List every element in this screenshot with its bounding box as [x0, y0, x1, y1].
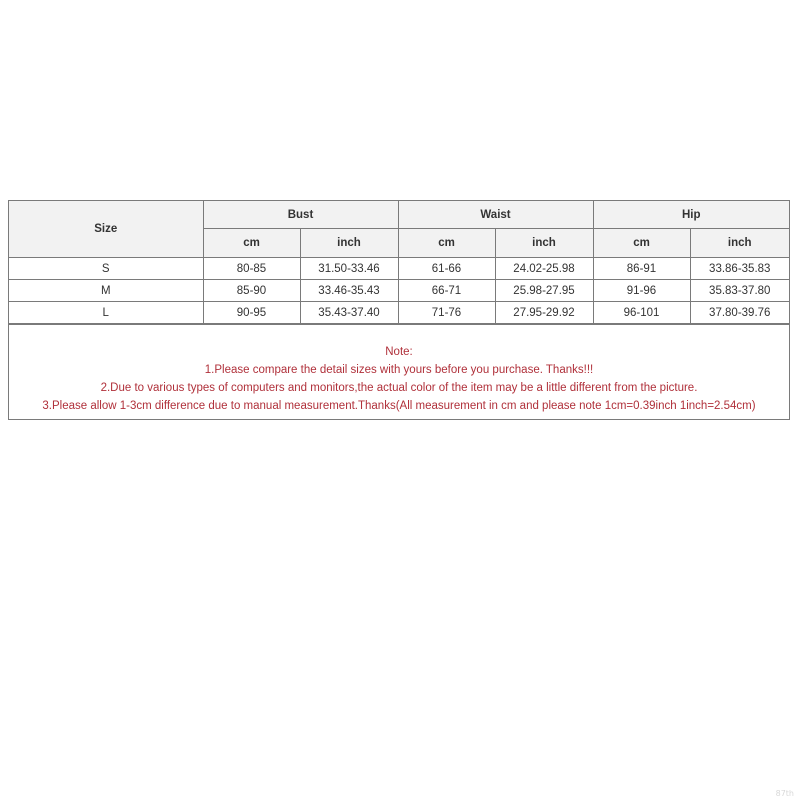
- hip-cm-header: cm: [593, 229, 690, 258]
- bust-inch-cell: 33.46-35.43: [300, 280, 398, 302]
- bust-cm-cell: 85-90: [203, 280, 300, 302]
- waist-cm-cell: 66-71: [398, 280, 495, 302]
- size-table: [9, 201, 789, 324]
- bust-inch-cell: 31.50-33.46: [300, 258, 398, 280]
- note-line: 3.Please allow 1-3cm difference due to manual measurement.Thanks(All measurement in cm and please note 1cm=0.39inch 1inch=2.54cm): [42, 400, 756, 412]
- bust-cm-header: cm: [203, 229, 300, 258]
- hip-cm-cell: 96-101: [593, 302, 690, 324]
- size-cell: L: [9, 302, 203, 324]
- waist-inch-header: inch: [495, 229, 593, 258]
- waist-cm-cell: 61-66: [398, 258, 495, 280]
- hip-inch-cell: 37.80-39.76: [690, 302, 789, 324]
- table-header-row: [9, 201, 789, 229]
- waist-cm-header: cm: [398, 229, 495, 258]
- size-chart: [8, 200, 790, 420]
- notes-title: Note:: [385, 346, 413, 358]
- waist-inch-cell: 27.95-29.92: [495, 302, 593, 324]
- waist-group-header: Waist: [398, 201, 593, 229]
- hip-inch-header: inch: [690, 229, 789, 258]
- size-column-header: Size: [9, 201, 203, 258]
- watermark: 87th: [775, 789, 794, 798]
- note-line: 2.Due to various types of computers and monitors,the actual color of the item may be a little different from the picture.: [100, 382, 698, 394]
- table-row: [9, 302, 789, 324]
- table-row: [9, 280, 789, 302]
- bust-group-header: Bust: [203, 201, 398, 229]
- hip-inch-cell: 35.83-37.80: [690, 280, 789, 302]
- hip-inch-cell: 33.86-35.83: [690, 258, 789, 280]
- hip-cm-cell: 86-91: [593, 258, 690, 280]
- waist-inch-cell: 24.02-25.98: [495, 258, 593, 280]
- bust-cm-cell: 90-95: [203, 302, 300, 324]
- note-line: 1.Please compare the detail sizes with yours before you purchase. Thanks!!!: [204, 364, 594, 376]
- waist-inch-cell: 25.98-27.95: [495, 280, 593, 302]
- bust-inch-cell: 35.43-37.40: [300, 302, 398, 324]
- table-row: [9, 258, 789, 280]
- size-cell: S: [9, 258, 203, 280]
- hip-group-header: Hip: [593, 201, 789, 229]
- notes-section: [9, 324, 789, 419]
- size-cell: M: [9, 280, 203, 302]
- waist-cm-cell: 71-76: [398, 302, 495, 324]
- bust-inch-header: inch: [300, 229, 398, 258]
- bust-cm-cell: 80-85: [203, 258, 300, 280]
- hip-cm-cell: 91-96: [593, 280, 690, 302]
